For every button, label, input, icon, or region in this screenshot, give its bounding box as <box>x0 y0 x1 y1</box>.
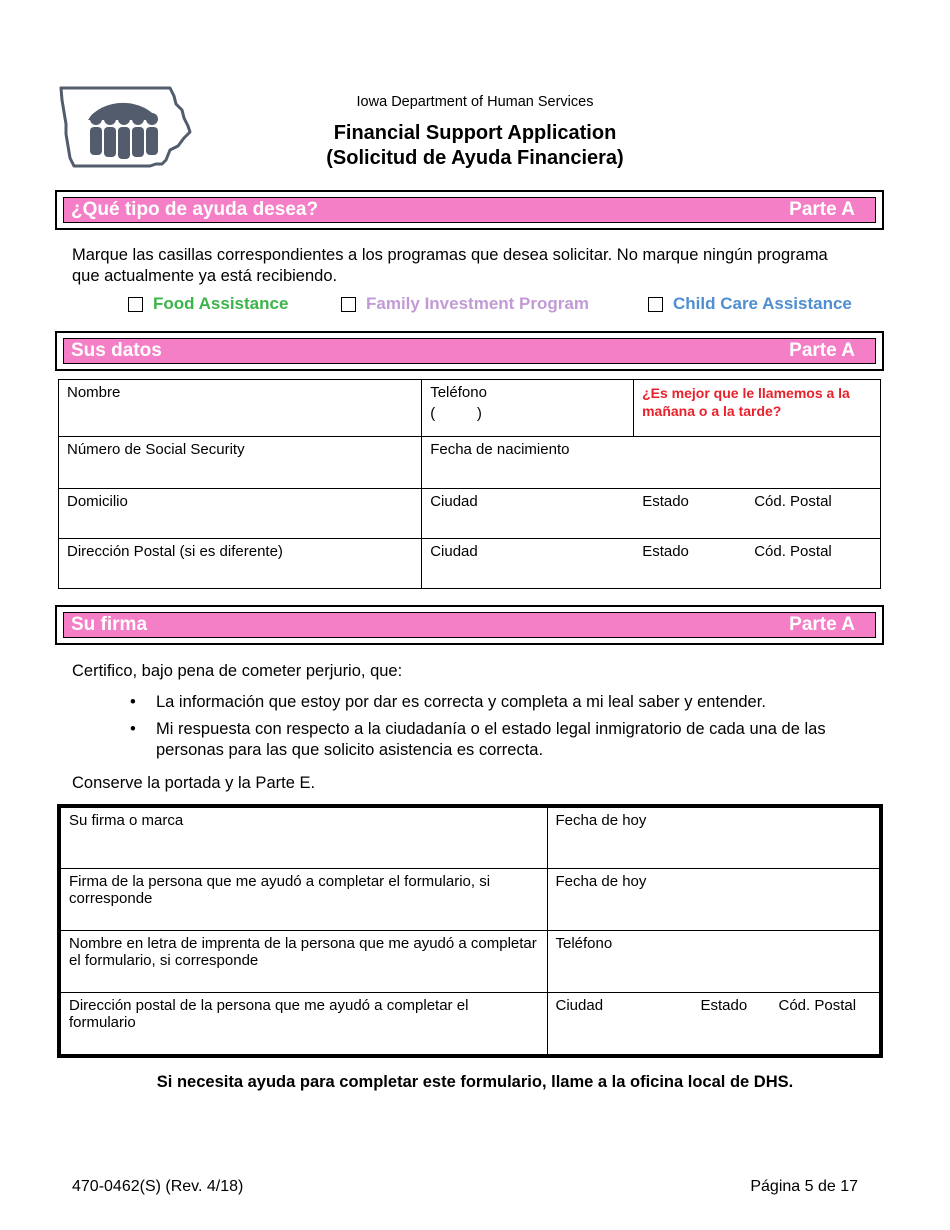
form-title <box>250 121 700 171</box>
section-part: Parte A <box>789 614 855 635</box>
city-label: Ciudad <box>555 996 604 1014</box>
certify-text: Certifico, bajo pena de cometer perjurio, que: <box>72 662 403 680</box>
section-type-banner <box>55 190 884 230</box>
list-item: • Mi respuesta con respecto a la ciudadanía o el estado legal inmigratorio de cada una de las personas para las que solicito asistencia es correcta. <box>130 720 826 759</box>
state-label: Estado <box>642 493 689 510</box>
section-sign-banner <box>55 605 884 645</box>
checkbox-label: Child Care Assistance <box>673 294 852 313</box>
helper-signature-field[interactable]: Firma de la persona que me ayudó a completar el formulario, si corresponde <box>61 868 547 930</box>
form-title-english: Financial Support Application <box>333 122 617 144</box>
helper-address-field[interactable]: Dirección postal de la persona que me ayudó a completar el formulario <box>61 992 547 1054</box>
section-part: Parte A <box>789 340 855 361</box>
city-label: Ciudad <box>430 543 478 560</box>
checkbox-family-investment[interactable] <box>341 294 589 314</box>
mail-city-state-zip[interactable] <box>422 539 881 589</box>
dob-field[interactable]: Fecha de nacimiento <box>422 437 881 489</box>
section-title: Su firma <box>71 614 148 635</box>
helper-date-field[interactable]: Fecha de hoy <box>547 868 879 930</box>
agency-name: Iowa Department of Human Services <box>356 94 594 110</box>
phone-field[interactable]: Teléfono ( ) <box>422 380 634 437</box>
call-time-field[interactable]: ¿Es mejor que le llamemos a la mañana o a la tarde? <box>634 380 881 437</box>
checkbox-box[interactable] <box>128 297 143 312</box>
zip-label: Cód. Postal <box>754 493 832 510</box>
signature-box <box>57 804 883 1058</box>
mailing-address-field[interactable]: Dirección Postal (si es diferente) <box>59 539 422 589</box>
home-address-field[interactable]: Domicilio <box>59 489 422 539</box>
personal-data-table <box>58 379 881 589</box>
certify-bullets <box>130 692 865 767</box>
checkbox-label: Family Investment Program <box>366 294 589 313</box>
name-field[interactable]: Nombre <box>59 380 422 437</box>
form-title-spanish: (Solicitud de Ayuda Financiera) <box>326 147 624 169</box>
state-label: Estado <box>700 996 748 1014</box>
signature-date-field[interactable]: Fecha de hoy <box>547 808 879 868</box>
zip-label: Cód. Postal <box>754 543 832 560</box>
ssn-field[interactable]: Número de Social Security <box>59 437 422 489</box>
iowa-dhs-logo <box>58 86 192 170</box>
instructions: Marque las casillas correspondientes a los programas que desea solicitar. No marque ningún programa que actualmente ya está recibiendo. <box>72 246 828 285</box>
state-label: Estado <box>642 543 689 560</box>
helper-name-field[interactable]: Nombre en letra de imprenta de la persona que me ayudó a completar el formulario, si corresponde <box>61 930 547 992</box>
helper-phone-field[interactable]: Teléfono <box>547 930 879 992</box>
help-note: Si necesita ayuda para completar este formulario, llame a la oficina local de DHS. <box>156 1073 794 1091</box>
page-number: Página 5 de 17 <box>750 1178 858 1195</box>
signature-table <box>61 808 879 1054</box>
city-label: Ciudad <box>430 493 478 510</box>
keep-note: Conserve la portada y la Parte E. <box>72 774 316 792</box>
section-part: Parte A <box>789 199 855 220</box>
checkbox-label: Food Assistance <box>153 294 289 313</box>
program-checkboxes <box>128 294 888 318</box>
phone-area-code: ( ) <box>430 405 482 422</box>
list-item: • La información que estoy por dar es correcta y completa a mi leal saber y entender. <box>130 693 766 711</box>
home-city-state-zip[interactable] <box>422 489 881 539</box>
helper-city-state-zip[interactable] <box>547 992 879 1054</box>
section-title: Sus datos <box>71 340 162 361</box>
zip-label: Cód. Postal <box>778 996 857 1014</box>
form-number: 470-0462(S) (Rev. 4/18) <box>72 1178 244 1195</box>
checkbox-box[interactable] <box>341 297 356 312</box>
signature-field[interactable]: Su firma o marca <box>61 808 547 868</box>
checkbox-box[interactable] <box>648 297 663 312</box>
section-data-banner <box>55 331 884 371</box>
checkbox-child-care[interactable] <box>648 294 852 314</box>
checkbox-food-assistance[interactable] <box>128 294 288 314</box>
section-title: ¿Qué tipo de ayuda desea? <box>71 199 319 220</box>
